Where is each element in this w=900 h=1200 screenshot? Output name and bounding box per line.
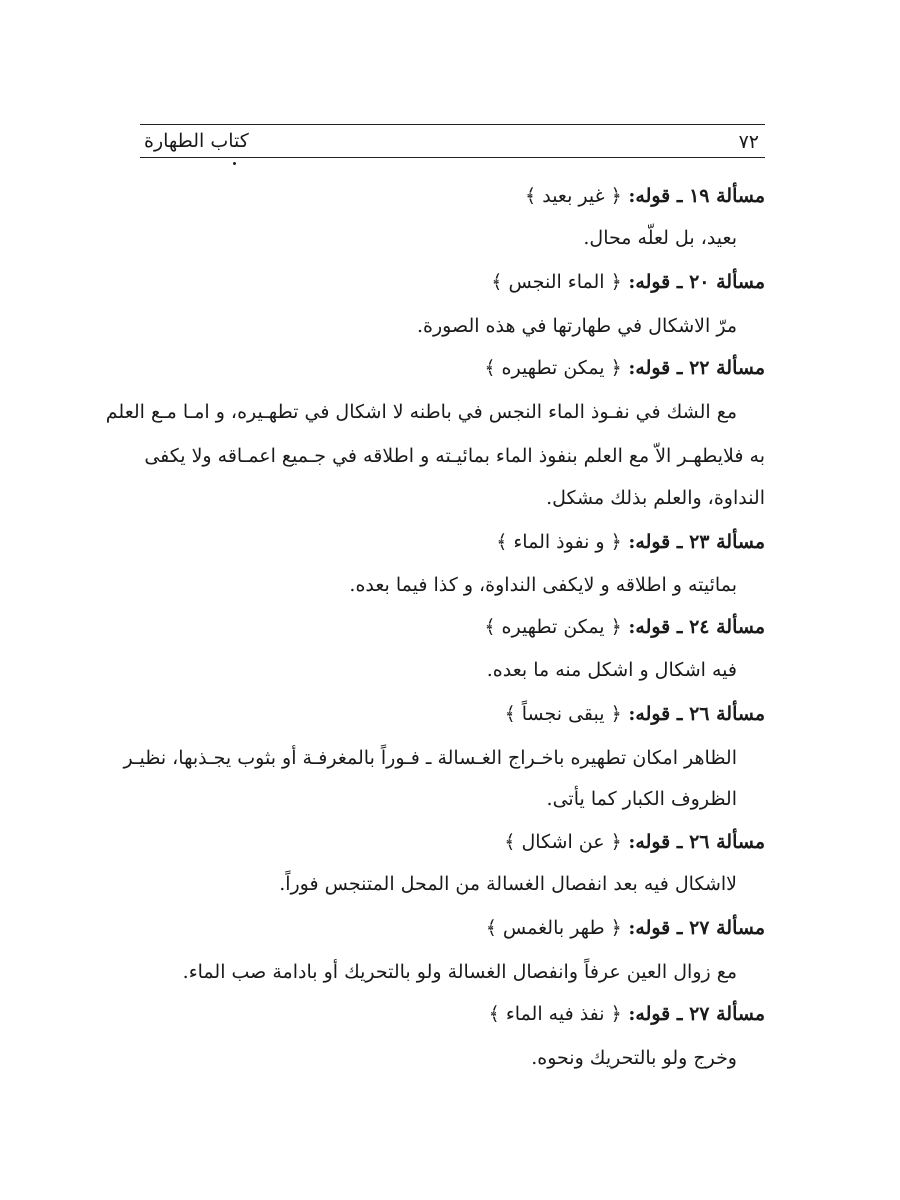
issue-number: مسألة ٢٦ ـ قوله:: [628, 703, 765, 725]
running-header: [140, 124, 765, 158]
commentary-line: مع الشك في نفـوذ الماء النجس في باطنه لا اشكال في تطهـيره، و امـا مـع العلم: [105, 401, 737, 423]
issue-heading: [150, 908, 765, 948]
issue-heading: [150, 822, 765, 862]
issue-heading: [150, 348, 765, 388]
issue-number: مسألة ١٩ ـ قوله:: [628, 185, 765, 207]
issue-number: مسألة ٢٧ ـ قوله:: [628, 917, 765, 939]
running-title: كتاب الطهارة: [144, 130, 249, 152]
issue-quote: ﴿ و نفوذ الماء ﴾: [496, 531, 622, 553]
issue-number: مسألة ٢٣ ـ قوله:: [628, 531, 765, 553]
issue-number: مسألة ٢٦ ـ قوله:: [628, 831, 765, 853]
commentary-line: بمائيته و اطلاقه و لايكفى النداوة، و كذا فيما بعده.: [349, 574, 737, 596]
ink-dot: [233, 162, 236, 165]
issue-quote: ﴿ نفذ فيه الماء ﴾: [488, 1003, 622, 1025]
issue-heading: [150, 994, 765, 1034]
issue-heading: [150, 522, 765, 562]
issue-quote: ﴿ غير بعيد ﴾: [525, 185, 622, 207]
commentary-line: لااشكال فيه بعد انفصال الغسالة من المحل المتنجس فوراً.: [279, 873, 737, 895]
issue-number: مسألة ٢٤ ـ قوله:: [628, 616, 765, 638]
issue-quote: ﴿ عن اشكال ﴾: [504, 831, 622, 853]
commentary-line: فيه اشكال و اشكل منه ما بعده.: [486, 659, 737, 681]
commentary-line: الظاهر امكان تطهيره باخـراج الغـسالة ـ فـوراً بالمغرفـة أو بثوب يجـذبها، نظيـر: [123, 747, 737, 769]
commentary-line: الظروف الكبار كما يأتى.: [546, 788, 737, 810]
commentary-line: به فلايطهـر الاّ مع العلم بنفوذ الماء بمائيـته و اطلاقه في جـميع اعمـاقه ولا يكفى: [144, 445, 765, 467]
issue-number: مسألة ٢٢ ـ قوله:: [628, 357, 765, 379]
issue-number: مسألة ٢٧ ـ قوله:: [628, 1003, 765, 1025]
issue-quote: ﴿ يمكن تطهيره ﴾: [484, 616, 622, 638]
commentary-line: مع زوال العين عرفاً وانفصال الغسالة ولو بالتحريك أو بادامة صب الماء.: [182, 961, 737, 983]
issue-quote: ﴿ يبقى نجساً ﴾: [504, 703, 622, 725]
commentary-line: بعيد، بل لعلّه محال.: [583, 227, 737, 249]
page-number: ٧٢: [738, 131, 759, 153]
issue-quote: ﴿ طهر بالغمس ﴾: [485, 917, 622, 939]
issue-heading: [150, 694, 765, 734]
issue-heading: [150, 176, 765, 216]
commentary-line: وخرج ولو بالتحريك ونحوه.: [531, 1047, 737, 1069]
issue-number: مسألة ٢٠ ـ قوله:: [628, 271, 765, 293]
commentary-line: مرّ الاشكال في طهارتها في هذه الصورة.: [416, 315, 737, 337]
issue-quote: ﴿ الماء النجس ﴾: [491, 271, 622, 293]
issue-heading: [150, 607, 765, 647]
issue-quote: ﴿ يمكن تطهيره ﴾: [484, 357, 622, 379]
issue-heading: [150, 262, 765, 302]
commentary-line: النداوة، والعلم بذلك مشكل.: [546, 487, 765, 509]
